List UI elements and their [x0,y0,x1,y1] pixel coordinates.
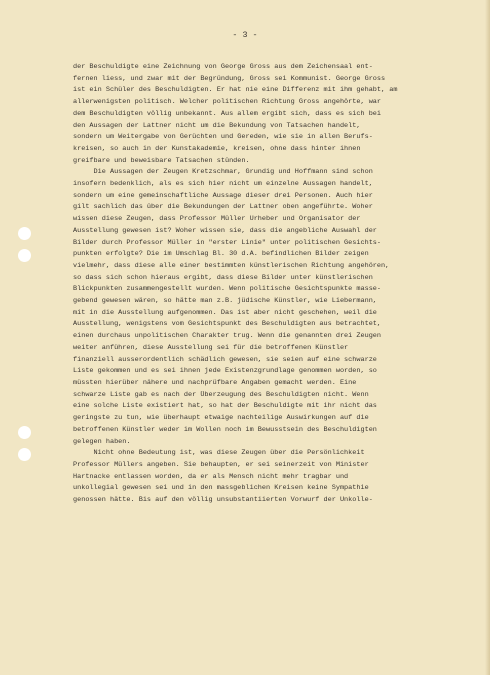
text-line: gelegen haben. [73,437,131,446]
text-line: der Beschuldigte eine Zeichnung von George Gross aus dem Zeichensaal ent- [73,63,373,71]
text-line: kreisen, so auch in der Kunstakademie, kreisen, ohne dass hinter ihnen [73,144,361,153]
text-line: vielmehr, dass diese alle einer bestimmten künstlerischen Richtung angehören, [73,261,390,270]
text-line: Ausstellung gewesen ist? Woher wissen sie, dass die angebliche Auswahl der [73,226,377,235]
page-number: - 3 - [232,30,258,40]
text-line: allerwenigsten politisch. Welcher politischen Richtung Gross angehörte, war [73,98,382,107]
text-line: eine solche Liste existiert hat, so hat der Beschuldigte mit ihr nicht das [73,402,377,411]
page-edge-shadow [485,0,490,675]
text-line: betroffenen Künstler weder im Wollen noch im Bewusstsein des Beschuldigten [73,425,377,434]
text-line: schwarze Liste gab es nach der Überzeugung des Beschuldigten nicht. Wenn [73,390,369,399]
punch-hole [18,227,31,240]
text-line: Die Aussagen der Zeugen Kretzschmar, Grundig und Hoffmann sind schon [73,168,373,177]
text-line: mit in die Ausstellung aufgenommen. Das ist aber nicht geschehen, weil die [73,308,377,317]
text-line: Hartnacke entlassen worden, da er als Mensch nicht mehr tragbar und [73,472,349,481]
text-line: punkten erfolgte? Die im Umschlag Bl. 30 d.A. befindlichen Bilder zeigen [73,250,369,259]
text-line: greifbare und beweisbare Tatsachen stünden. [73,156,250,165]
text-line: weiter anführen, diese Ausstellung sei für die betroffenen Künstler [73,343,349,352]
text-line: den Aussagen der Lattner nicht um die Bekundung von Tatsachen handelt, [73,121,361,130]
text-line: sondern um eine gemeinschaftliche Aussage dieser drei Personen. Auch hier [73,191,373,200]
text-line: geringste zu tun, wie überhaupt etwaige nachteilige Auswirkungen auf die [73,414,369,423]
text-line: unkollegial gewesen sei und in den massgeblichen Kreisen keine Sympathie [73,484,369,493]
text-line: Blickpunkten zusammengestellt wurden. Wenn politische Gesichtspunkte masse- [73,285,382,294]
document-body [73,62,445,507]
text-line: gebend gewesen wären, so hätte man z.B. jüdische Künstler, wie Liebermann, [73,297,377,306]
text-line: so dass sich schon hieraus ergibt, dass diese Bilder unter künstlerischen [73,273,373,282]
text-line: gilt sachlich das über die Bekundungen der Lattner oben angeführte. Woher [73,203,373,212]
text-line: Liste gekommen und es sei ihnen jede Existenzgrundlage genommen worden, so [73,367,377,376]
text-line: wissen diese Zeugen, dass Professor Müller Urheber und Organisator der [73,215,361,224]
text-line: insofern bedenklich, als es sich hier nicht um einzelne Aussagen handelt, [73,180,373,189]
text-line: sondern um Weitergabe von Gerüchten und Gereden, wie sie in allen Berufs- [73,133,373,142]
text-line: Ausstellung, wenigstens vom Gesichtspunkt des Beschuldigten aus betrachtet, [73,320,382,329]
text-line: Professor Müllers angeben. Sie behaupten, er sei seinerzeit von Minister [73,460,369,469]
text-line: genossen hätte. Bis auf den völlig unsubstantiierten Vorwurf der Unkolle- [73,496,373,505]
text-line: finanziell ausserordentlich schädlich gewesen, sie seien auf eine schwarze [73,355,377,364]
text-line: Bilder durch Professor Müller in "erster Linie" unter politischen Gesichts- [73,238,382,247]
text-line: einen durchaus unpolitischen Charakter trug. Wenn die genannten drei Zeugen [73,332,382,341]
text-line: dem Beschuldigten völlig unbekannt. Aus allem ergibt sich, dass es sich bei [73,109,382,118]
text-line: ist ein Schüler des Beschuldigten. Er hat nie eine Differenz mit ihm gehabt, am [73,86,398,95]
text-line: Nicht ohne Bedeutung ist, was diese Zeugen über die Persönlichkeit [73,449,365,458]
punch-hole [18,448,31,461]
punch-hole [18,249,31,262]
punch-hole [18,426,31,439]
text-line: fernen liess, und zwar mit der Begründung, Gross sei Kommunist. George Gross [73,74,386,83]
text-line: müssten hierüber nähere und nachprüfbare Angaben gemacht werden. Eine [73,378,357,387]
